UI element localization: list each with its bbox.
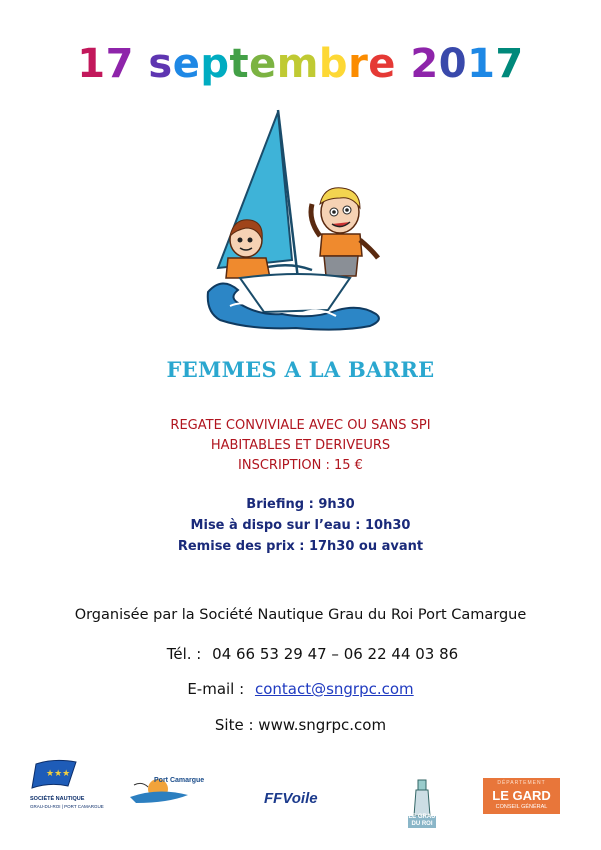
le-gard-logo (483, 778, 560, 814)
sngrpc-logo (30, 758, 110, 818)
sngrpc-name: SOCIÉTÉ NAUTIQUE (30, 796, 85, 802)
tel-label: Tél. : (166, 645, 202, 663)
svg-text:★★★: ★★★ (46, 769, 71, 779)
regatta-info (0, 416, 601, 476)
event-date-title (0, 38, 601, 90)
launch-time: Mise à dispo sur l’eau : 10h30 (190, 518, 411, 533)
organizer-text: Organisée par la Société Nautique Grau du Roi Port Camargue (74, 607, 527, 623)
regatta-line-1: REGATE CONVIVIALE AVEC OU SANS SPI (170, 418, 431, 433)
website-line: Site : www.sngrpc.com (214, 716, 387, 734)
telephone-line (0, 645, 601, 663)
grau-du-roi-name: LE GRAU DU ROI (408, 814, 436, 827)
grau-du-roi-logo (404, 776, 440, 836)
event-date-text: 17 septembre 2017 (77, 41, 524, 87)
le-gard-top: DÉPARTEMENT (497, 780, 546, 786)
schedule-info (0, 494, 601, 557)
sngrpc-flag-icon (30, 758, 80, 792)
sngrpc-subtitle: GRAU-DU-ROI | PORT CAMARGUE (30, 804, 104, 809)
prize-time: Remise des prix : 17h30 ou avant (177, 539, 424, 554)
regatta-line-3: INSCRIPTION : 15 € (238, 458, 363, 473)
regatta-line-2: HABITABLES ET DERIVEURS (210, 438, 391, 453)
event-headline: FEMMES A LA BARRE (166, 357, 435, 382)
le-gard-name: LE GARD (492, 788, 551, 803)
ffvoile-logo (264, 790, 344, 812)
sailboat-kids-illustration (200, 100, 390, 332)
port-camargue-logo (128, 773, 218, 813)
port-camargue-name: Port Camargue (154, 777, 205, 784)
le-gard-subtitle: CONSEIL GÉNÉRAL (495, 804, 548, 810)
tel-numbers: 04 66 53 29 47 – 06 22 44 03 86 (212, 645, 459, 663)
email-link[interactable]: contact@sngrpc.com (254, 680, 414, 698)
ffvoile-name: FFVoile (264, 790, 318, 807)
briefing-time: Briefing : 9h30 (246, 497, 355, 512)
boy-figure (311, 188, 378, 276)
email-label: E-mail : (187, 680, 245, 698)
email-line (0, 680, 601, 698)
